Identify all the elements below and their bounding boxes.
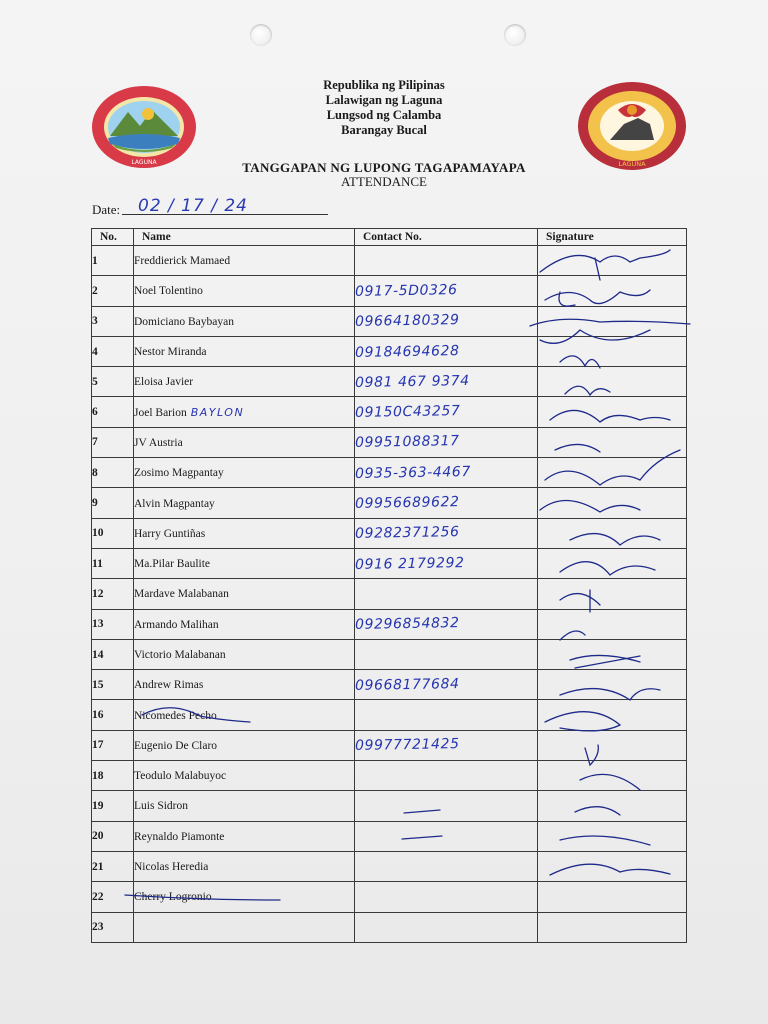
punch-hole-left (250, 24, 272, 46)
signature-cell (538, 579, 687, 609)
table-row (92, 427, 687, 457)
contact-number (355, 548, 538, 578)
contact-number (355, 458, 538, 488)
table-row (92, 397, 687, 427)
signature-cell (538, 548, 687, 578)
contact-number (355, 609, 538, 639)
signature-cell (538, 518, 687, 548)
signature-cell (538, 700, 687, 730)
row-number: 14 (92, 639, 134, 669)
signature-cell (538, 670, 687, 700)
contact-number (355, 670, 538, 700)
attendee-name-text: Harry Guntiñas (134, 527, 206, 540)
attendee-name (134, 397, 355, 427)
signature-cell (538, 336, 687, 366)
attendee-name-text: Alvin Magpantay (134, 497, 215, 510)
signature-cell (538, 912, 687, 942)
header-line-1: Republika ng Pilipinas (323, 78, 445, 92)
row-number: 3 (92, 306, 134, 336)
header-line-4: Barangay Bucal (341, 123, 427, 137)
table-row (92, 851, 687, 881)
signature-cell (538, 639, 687, 669)
attendee-name-text: Nicolas Heredia (134, 861, 209, 874)
attendee-name (134, 246, 355, 276)
column-header-no: No. (92, 229, 134, 246)
row-number: 10 (92, 518, 134, 548)
contact-number (355, 367, 538, 397)
attendee-name (134, 791, 355, 821)
header-line-3: Lungsod ng Calamba (326, 108, 442, 122)
contact-number-text: 09956689622 (354, 494, 460, 512)
contact-number (355, 518, 538, 548)
signature-cell (538, 761, 687, 791)
row-number: 4 (92, 336, 134, 366)
table-header-row (92, 229, 687, 246)
attendee-name (134, 761, 355, 791)
attendee-name-text: JV Austria (134, 436, 183, 449)
contact-number (355, 639, 538, 669)
row-number: 12 (92, 579, 134, 609)
attendance-table (91, 228, 687, 943)
attendee-name (134, 548, 355, 578)
signature-cell (538, 367, 687, 397)
table-row (92, 458, 687, 488)
contact-number-text: 09951088317 (354, 433, 460, 452)
row-number: 18 (92, 761, 134, 791)
signature-cell (538, 397, 687, 427)
contact-number-text: 09184694628 (354, 342, 460, 361)
attendee-name-text: Nestor Miranda (134, 346, 207, 359)
attendee-name (134, 912, 355, 942)
table-row (92, 670, 687, 700)
contact-number (355, 306, 538, 336)
row-number: 16 (92, 700, 134, 730)
table-row (92, 761, 687, 791)
punch-hole-right (504, 24, 526, 46)
table-row (92, 246, 687, 276)
attendee-name (134, 821, 355, 851)
column-header-name: Name (134, 229, 355, 246)
row-number: 15 (92, 670, 134, 700)
contact-number-text: 09668177684 (354, 675, 460, 694)
table-row (92, 488, 687, 518)
attendee-name-text: Noel Tolentino (134, 285, 203, 298)
contact-number-text: 09150C43257 (354, 403, 461, 422)
attendee-name (134, 336, 355, 366)
table-row (92, 700, 687, 730)
contact-number-text: 09282371256 (354, 524, 460, 543)
attendee-name (134, 367, 355, 397)
row-number: 6 (92, 397, 134, 427)
table-row (92, 882, 687, 912)
contact-number (355, 700, 538, 730)
attendee-name (134, 882, 355, 912)
contact-number (355, 791, 538, 821)
attendee-name (134, 851, 355, 881)
signature-cell (538, 488, 687, 518)
attendance-subtitle: ATTENDANCE (341, 174, 427, 189)
signature-cell (538, 276, 687, 306)
attendee-name-text: Luis Sidron (134, 800, 188, 813)
table-row (92, 548, 687, 578)
signature-cell (538, 791, 687, 821)
signature-cell (538, 882, 687, 912)
contact-number (355, 912, 538, 942)
attendee-name (134, 730, 355, 760)
column-header-signature: Signature (538, 229, 687, 246)
contact-number (355, 821, 538, 851)
contact-number (355, 579, 538, 609)
signature-cell (538, 609, 687, 639)
row-number: 22 (92, 882, 134, 912)
attendee-name-text: Armando Malihan (134, 618, 219, 631)
date-value: 02 / 17 / 24 (138, 196, 248, 216)
signature-cell (538, 306, 687, 336)
contact-number-text: 09977721425 (354, 736, 460, 755)
row-number: 2 (92, 276, 134, 306)
attendee-name (134, 518, 355, 548)
row-number: 21 (92, 851, 134, 881)
table-row (92, 336, 687, 366)
signature-cell (538, 246, 687, 276)
seal-right-bottom-text: LAGUNA (618, 160, 646, 168)
signature-cell (538, 427, 687, 457)
contact-number-text: 0935-363-4467 (354, 463, 472, 482)
table-row (92, 367, 687, 397)
attendee-name-text: Zosimo Magpantay (134, 467, 224, 480)
signature-cell (538, 730, 687, 760)
column-header-contact: Contact No. (355, 229, 538, 246)
row-number: 5 (92, 367, 134, 397)
attendee-name-text: Mardave Malabanan (134, 588, 229, 601)
contact-number (355, 882, 538, 912)
contact-number-text: 09664180329 (354, 312, 460, 331)
signature-cell (538, 821, 687, 851)
attendee-name (134, 276, 355, 306)
signature-cell (538, 458, 687, 488)
contact-number (355, 730, 538, 760)
row-number: 13 (92, 609, 134, 639)
row-number: 23 (92, 912, 134, 942)
row-number: 9 (92, 488, 134, 518)
attendee-name (134, 579, 355, 609)
row-number: 1 (92, 246, 134, 276)
contact-number (355, 427, 538, 457)
contact-number (355, 336, 538, 366)
attendee-name (134, 639, 355, 669)
table-row (92, 791, 687, 821)
contact-number (355, 488, 538, 518)
header-line-2: Lalawigan ng Laguna (325, 93, 443, 107)
attendee-name-text: Cherry Logronio (134, 891, 212, 904)
attendee-name-text: Eugenio De Claro (134, 739, 218, 752)
contact-number-text: 0981 467 9374 (354, 372, 470, 391)
contact-number (355, 761, 538, 791)
document-header (0, 78, 768, 138)
attendee-name-text: Joel Barion (134, 406, 187, 419)
contact-number-text: 09296854832 (354, 615, 460, 634)
contact-number-text: 0916 2179292 (354, 554, 465, 573)
name-annotation: BAYLON (190, 405, 245, 419)
office-title: TANGGAPAN NG LUPONG TAGAPAMAYAPA (242, 160, 526, 175)
seal-left-bottom-text: LAGUNA (131, 159, 157, 166)
row-number: 7 (92, 427, 134, 457)
row-number: 19 (92, 791, 134, 821)
attendee-name-text: Freddierick Mamaed (134, 255, 231, 268)
table-row (92, 609, 687, 639)
attendee-name (134, 670, 355, 700)
contact-number (355, 851, 538, 881)
attendee-name-text: Eloisa Javier (134, 376, 194, 389)
attendee-name-text: Teodulo Malabuyoc (134, 770, 227, 783)
row-number: 11 (92, 548, 134, 578)
row-number: 17 (92, 730, 134, 760)
row-number: 8 (92, 458, 134, 488)
table-row (92, 912, 687, 942)
table-row (92, 579, 687, 609)
attendee-name-text: Andrew Rimas (134, 679, 204, 692)
table-row (92, 306, 687, 336)
attendee-name-text: Ma.Pilar Baulite (134, 558, 211, 571)
contact-number (355, 276, 538, 306)
attendee-name-text: Reynaldo Piamonte (134, 830, 225, 843)
attendee-name-text: Domiciano Baybayan (134, 315, 234, 328)
row-number: 20 (92, 821, 134, 851)
table-row (92, 639, 687, 669)
contact-number (355, 397, 538, 427)
attendee-name-text: Nicomedes Pecho (134, 709, 217, 722)
table-row (92, 821, 687, 851)
contact-number (355, 246, 538, 276)
attendee-name (134, 458, 355, 488)
table-row (92, 730, 687, 760)
signature-cell (538, 851, 687, 881)
attendee-name (134, 427, 355, 457)
attendee-name (134, 488, 355, 518)
attendee-name-text: Victorio Malabanan (134, 649, 226, 661)
attendee-name (134, 700, 355, 730)
table-row (92, 276, 687, 306)
attendee-name (134, 306, 355, 336)
table-row (92, 518, 687, 548)
date-label: Date: (92, 202, 121, 217)
contact-number-text: 0917-5D0326 (354, 282, 458, 300)
attendee-name (134, 609, 355, 639)
